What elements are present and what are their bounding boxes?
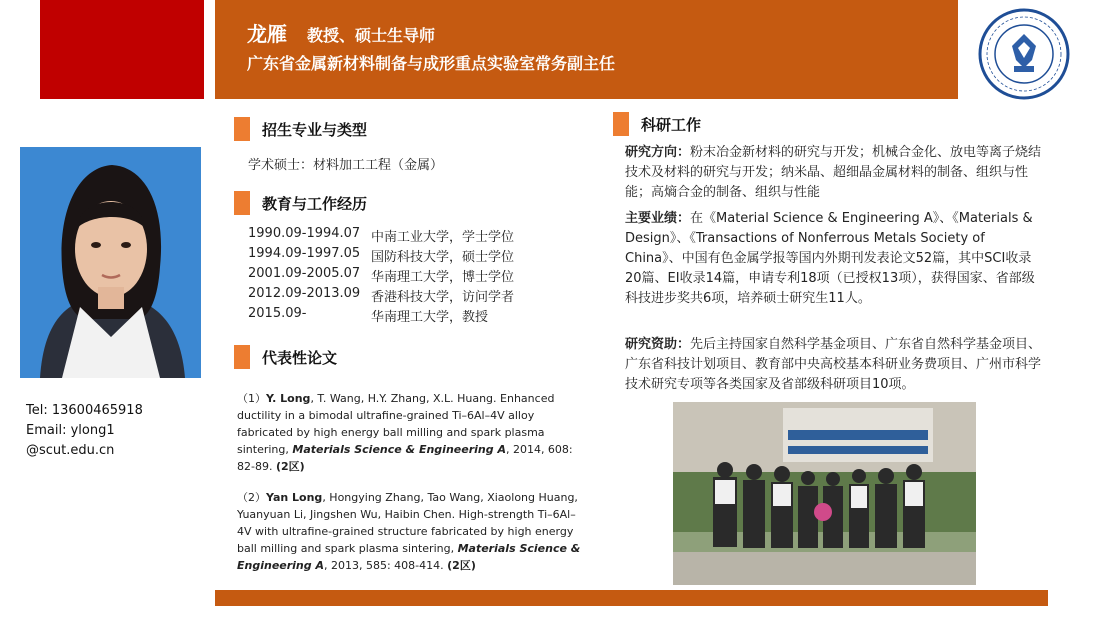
footer-bar <box>215 590 1048 606</box>
portrait-photo <box>20 147 201 378</box>
education-dates: 1990.09-1994.07 <box>248 226 361 241</box>
red-accent-block <box>40 0 204 99</box>
education-dates: 2015.09- <box>248 306 307 321</box>
section-marker <box>234 191 250 215</box>
education-dates: 2001.09-2005.07 <box>248 266 361 281</box>
contact-email-line1: Email: ylong1 <box>26 423 115 438</box>
paper-entry <box>237 489 587 574</box>
university-seal-icon <box>978 8 1070 100</box>
paper-authors-title: , Hongying Zhang, Tao Wang, Xiaolong Huang, Yuanyuan Li, Jingshen Wu, Haibin Chen. High-strength Ti–6Al–4V with ultrafine-grained structure fabricated by high energy ball milling and spark plasma sintering, <box>237 491 578 555</box>
research-direction <box>625 143 1045 203</box>
section-marker <box>613 112 629 136</box>
paper-number: （2） <box>237 491 266 504</box>
paper-citation: , 2014, 608: 82-89. <box>237 443 573 473</box>
professor-name: 龙雁 <box>247 22 287 46</box>
education-info: 中南工业大学，学士学位 <box>371 230 515 245</box>
education-info: 香港科技大学，访问学者 <box>371 290 515 305</box>
paper-zone: (2区) <box>447 559 476 572</box>
research-direction-text: 粉末冶金新材料的研究与开发；机械合金化、放电等离子烧结技术及材料的研究与开发；纳米晶、超细晶金属材料的制备、组织与性能；高熵合金的制备、组织与性能 <box>625 145 1042 200</box>
contact-phone: Tel: 13600465918 <box>26 403 143 418</box>
education-dates: 2012.09-2013.09 <box>248 286 361 301</box>
paper-entry <box>237 390 587 475</box>
paper-journal: Materials Science & Engineering A <box>237 542 581 572</box>
research-funding <box>625 335 1045 395</box>
education-info: 华南理工大学，博士学位 <box>371 270 515 285</box>
research-funding-text: 先后主持国家自然科学基金项目、广东省自然科学基金项目、广东省科技计划项目、教育部中央高校基本科研业务费项目、广州市科学技术研究专项等各类国家及省部级科研项目10项。 <box>625 337 1042 392</box>
education-dates: 1994.09-1997.05 <box>248 246 361 261</box>
professor-title: 教授、硕士生导师 <box>307 26 436 45</box>
admissions-text: 学术硕士：材料加工工程（金属） <box>248 158 444 173</box>
professor-role: 广东省金属新材料制备与成形重点实验室常务副主任 <box>247 54 616 73</box>
research-achievements-label: 主要业绩： <box>625 211 691 226</box>
group-photo <box>673 402 976 585</box>
education-info: 国防科技大学，硕士学位 <box>371 250 515 265</box>
section-marker <box>234 117 250 141</box>
section-marker <box>234 345 250 369</box>
paper-number: （1） <box>237 392 266 405</box>
contact-email-line2[interactable]: @scut.edu.cn <box>26 443 115 458</box>
research-direction-label: 研究方向： <box>625 145 691 160</box>
section-title: 教育与工作经历 <box>262 195 368 213</box>
education-info: 华南理工大学，教授 <box>371 310 489 325</box>
paper-lead-author: Yan Long <box>266 491 323 504</box>
paper-journal: Materials Science & Engineering A <box>292 443 506 456</box>
paper-zone: (2区) <box>275 460 305 473</box>
paper-citation: , 2013, 585: 408-414. <box>324 559 448 572</box>
research-achievements-text: 在《Material Science & Engineering A》、《Materials & Design》、《Transactions of Nonferrous Metals Society of China》、中国有色金属学报等国内外期刊发表论文52篇，其中SCI收录20篇、EI收录14篇，申请专利18项（已授权13项），获得国家、省部级科技进步奖共6项，培养硕士研究生11人。 <box>625 211 1035 306</box>
paper-authors-title: , T. Wang, H.Y. Zhang, X.L. Huang. Enhanced ductility in a bimodal ultrafine-grained Ti–6Al–4V alloy fabricated by high energy ball milling and spark plasma sintering, <box>237 392 555 456</box>
section-title: 代表性论文 <box>262 349 338 367</box>
paper-lead-author: Y. Long <box>266 392 311 405</box>
section-title: 科研工作 <box>641 116 702 134</box>
header-banner <box>215 0 958 99</box>
research-funding-label: 研究资助： <box>625 337 691 352</box>
research-achievements <box>625 209 1045 309</box>
section-title: 招生专业与类型 <box>262 121 368 139</box>
